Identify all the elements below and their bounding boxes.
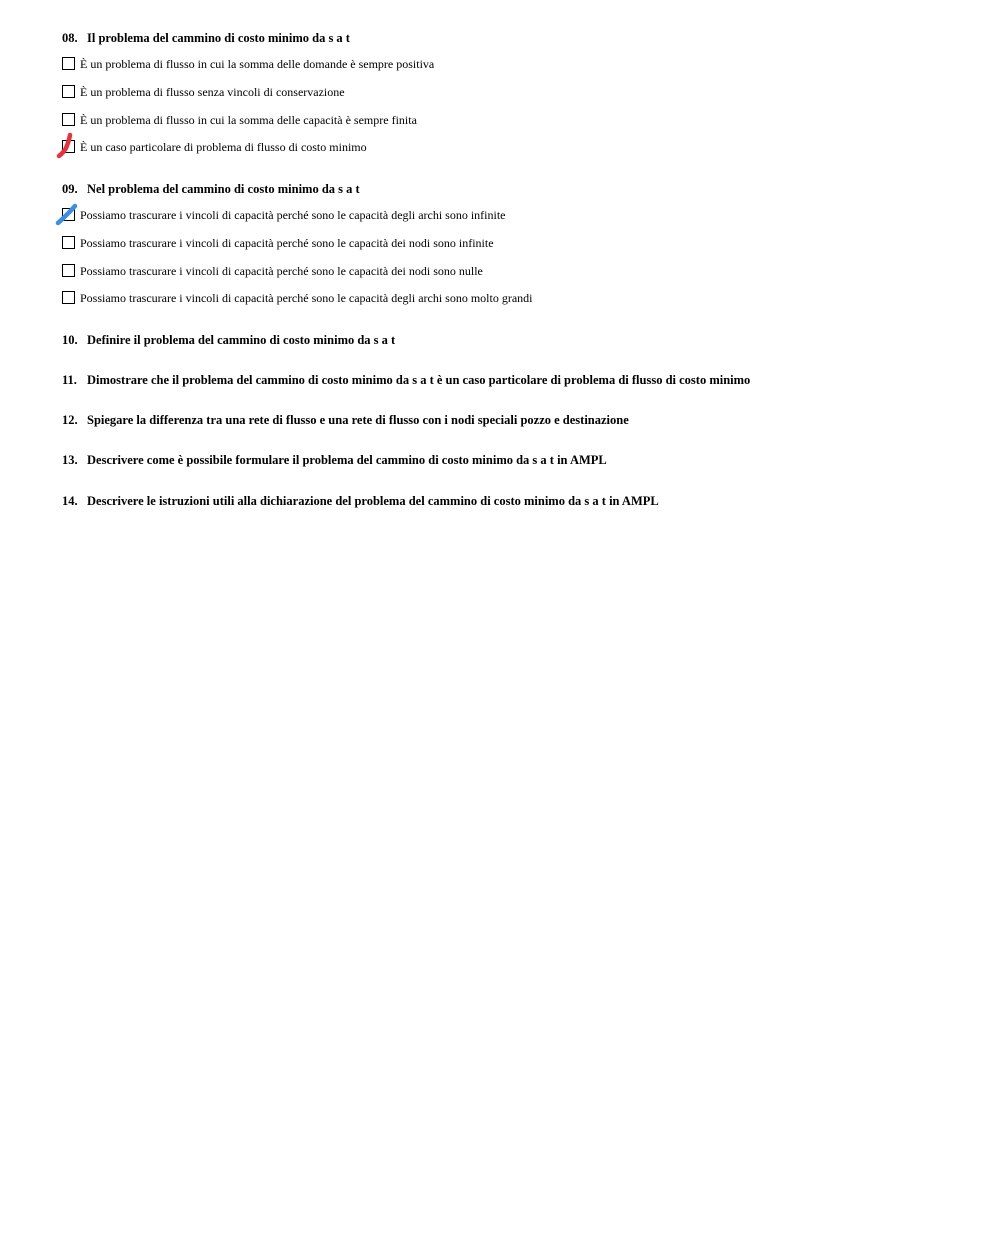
checkbox[interactable]: [62, 140, 75, 153]
question-number: 13.: [62, 453, 78, 467]
question-13-title: [62, 452, 607, 468]
question-text: Nel problema del cammino di costo minimo da s a t: [87, 182, 360, 196]
question-number: 10.: [62, 333, 78, 347]
question-12-title: [62, 412, 629, 428]
checkbox[interactable]: [62, 208, 75, 221]
question-14-title: [62, 493, 659, 509]
option-label: È un problema di flusso in cui la somma delle domande è sempre positiva: [80, 57, 435, 71]
option-label: È un problema di flusso in cui la somma delle capacità è sempre finita: [80, 113, 417, 127]
option-label: Possiamo trascurare i vincoli di capacità perché sono le capacità degli archi sono molto grandi: [80, 291, 533, 305]
question-number: 11.: [62, 373, 77, 387]
option-label: Possiamo trascurare i vincoli di capacità perché sono le capacità dei nodi sono nulle: [80, 264, 483, 278]
question-number: 14.: [62, 494, 78, 508]
checkbox[interactable]: [62, 236, 75, 249]
question-text: Il problema del cammino di costo minimo da s a t: [87, 31, 350, 45]
question-08-title: [62, 30, 350, 46]
question-number: 09.: [62, 182, 78, 196]
checkbox[interactable]: [62, 291, 75, 304]
question-text: Descrivere come è possibile formulare il problema del cammino di costo minimo da s a t in AMPL: [87, 453, 607, 467]
checkbox[interactable]: [62, 85, 75, 98]
checkbox[interactable]: [62, 264, 75, 277]
checkbox[interactable]: [62, 57, 75, 70]
option-label: È un problema di flusso senza vincoli di conservazione: [80, 85, 345, 99]
question-number: 08.: [62, 31, 78, 45]
question-text: Spiegare la differenza tra una rete di flusso e una rete di flusso con i nodi speciali pozzo e destinazione: [87, 413, 629, 427]
question-09-title: [62, 181, 360, 197]
question-number: 12.: [62, 413, 78, 427]
option-label: Possiamo trascurare i vincoli di capacità perché sono le capacità dei nodi sono infinite: [80, 236, 494, 250]
checkbox[interactable]: [62, 113, 75, 126]
option-label: Possiamo trascurare i vincoli di capacità perché sono le capacità degli archi sono infinite: [80, 208, 506, 222]
question-10-title: [62, 332, 395, 348]
option-label: È un caso particolare di problema di flusso di costo minimo: [80, 140, 367, 154]
question-text: Definire il problema del cammino di costo minimo da s a t: [87, 333, 396, 347]
question-11-title: [62, 372, 750, 388]
question-text: Descrivere le istruzioni utili alla dichiarazione del problema del cammino di costo minimo da s a t in AMPL: [87, 494, 659, 508]
question-text: Dimostrare che il problema del cammino di costo minimo da s a t è un caso particolare di problema di flusso di costo minimo: [87, 373, 751, 387]
